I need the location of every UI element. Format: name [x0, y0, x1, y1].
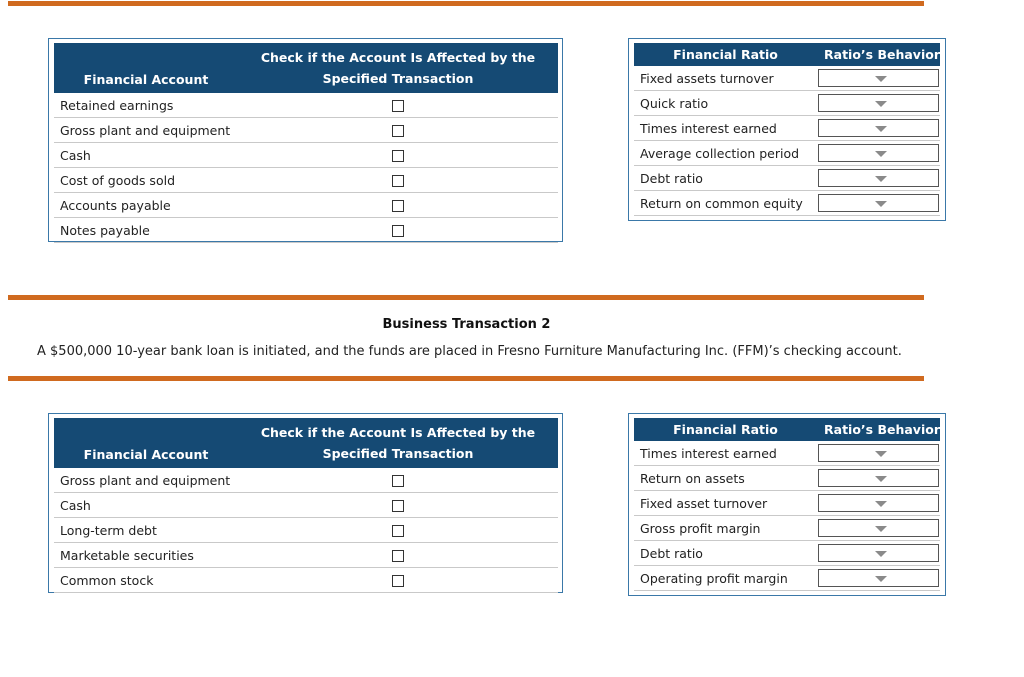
check-header-line1: Check if the Account Is Affected by the — [260, 425, 536, 440]
account-name: Cash — [54, 143, 238, 168]
account-name: Gross plant and equipment — [54, 118, 238, 143]
ratio-behavior-dropdown[interactable] — [818, 94, 939, 112]
ratio-name: Operating profit margin — [634, 566, 817, 591]
table-row — [54, 168, 558, 193]
check-cell — [238, 93, 558, 118]
check-cell — [238, 168, 558, 193]
select-cell — [817, 491, 940, 516]
transaction-divider-bottom — [8, 376, 924, 381]
table-row — [54, 118, 558, 143]
dropdown-arrow-icon — [875, 551, 887, 557]
table-row — [634, 116, 940, 141]
select-cell — [817, 166, 940, 191]
dropdown-arrow-icon — [875, 576, 887, 582]
ratio-name: Return on common equity — [634, 191, 817, 216]
account-name: Gross plant and equipment — [54, 468, 238, 493]
check-cell — [238, 118, 558, 143]
account-checkbox[interactable] — [392, 100, 404, 112]
ratio-behavior-dropdown[interactable] — [818, 569, 939, 587]
table-row — [634, 91, 940, 116]
account-name: Notes payable — [54, 218, 238, 243]
account-checkbox[interactable] — [392, 200, 404, 212]
table-row — [634, 441, 940, 466]
ratio-behavior-dropdown[interactable] — [818, 544, 939, 562]
check-column-header — [238, 43, 558, 93]
ratio-behavior-dropdown[interactable] — [818, 169, 939, 187]
check-cell — [238, 543, 558, 568]
select-cell — [817, 516, 940, 541]
transaction-description: A $500,000 10-year bank loan is initiated, and the funds are placed in Fresno Furniture Manufacturing Inc. (FFM)’s checking account. — [37, 344, 902, 359]
account-checkbox[interactable] — [392, 175, 404, 187]
account-name: Cost of goods sold — [54, 168, 238, 193]
dropdown-arrow-icon — [875, 501, 887, 507]
account-name: Accounts payable — [54, 193, 238, 218]
ratio-name: Fixed assets turnover — [634, 66, 817, 91]
table-row — [634, 466, 940, 491]
ratio-name: Times interest earned — [634, 116, 817, 141]
account-checkbox[interactable] — [392, 500, 404, 512]
account-checkbox[interactable] — [392, 125, 404, 137]
check-cell — [238, 143, 558, 168]
dropdown-arrow-icon — [875, 76, 887, 82]
ratio-name: Return on assets — [634, 466, 817, 491]
section2-ratios-panel — [628, 413, 946, 596]
account-checkbox[interactable] — [392, 575, 404, 587]
ratio-name: Quick ratio — [634, 91, 817, 116]
select-cell — [817, 66, 940, 91]
ratio-name: Fixed asset turnover — [634, 491, 817, 516]
ratio-name: Times interest earned — [634, 441, 817, 466]
select-cell — [817, 91, 940, 116]
section2-accounts-table — [54, 418, 558, 593]
top-divider — [8, 1, 924, 6]
account-checkbox[interactable] — [392, 475, 404, 487]
section1-accounts-table — [54, 43, 558, 243]
table-row — [54, 543, 558, 568]
table-row — [634, 141, 940, 166]
table-row — [54, 93, 558, 118]
select-cell — [817, 566, 940, 591]
ratio-behavior-dropdown[interactable] — [818, 119, 939, 137]
behavior-column-header: Ratio’s Behavior — [817, 43, 940, 66]
select-cell — [817, 466, 940, 491]
ratio-name: Average collection period — [634, 141, 817, 166]
account-checkbox[interactable] — [392, 550, 404, 562]
dropdown-arrow-icon — [875, 476, 887, 482]
dropdown-arrow-icon — [875, 451, 887, 457]
ratio-behavior-dropdown[interactable] — [818, 519, 939, 537]
account-checkbox[interactable] — [392, 150, 404, 162]
ratio-name: Gross profit margin — [634, 516, 817, 541]
account-column-header: Financial Account — [54, 43, 238, 93]
ratio-column-header: Financial Ratio — [634, 418, 817, 441]
table-row — [54, 468, 558, 493]
account-name: Marketable securities — [54, 543, 238, 568]
ratio-behavior-dropdown[interactable] — [818, 494, 939, 512]
table-row — [634, 166, 940, 191]
account-name: Long-term debt — [54, 518, 238, 543]
section1-ratios-table — [634, 43, 940, 216]
select-cell — [817, 116, 940, 141]
table-row — [634, 541, 940, 566]
check-header-line2: Specified Transaction — [322, 71, 474, 86]
behavior-column-header: Ratio’s Behavior — [817, 418, 940, 441]
account-checkbox[interactable] — [392, 525, 404, 537]
account-checkbox[interactable] — [392, 225, 404, 237]
account-name: Cash — [54, 493, 238, 518]
section1-accounts-panel — [48, 38, 563, 242]
account-name: Retained earnings — [54, 93, 238, 118]
check-header-line2: Specified Transaction — [322, 446, 474, 461]
ratio-behavior-dropdown[interactable] — [818, 469, 939, 487]
table-row — [634, 191, 940, 216]
check-cell — [238, 518, 558, 543]
transaction-title: Business Transaction 2 — [382, 317, 551, 332]
select-cell — [817, 441, 940, 466]
table-row — [54, 568, 558, 593]
section2-accounts-panel — [48, 413, 563, 593]
dropdown-arrow-icon — [875, 151, 887, 157]
ratio-behavior-dropdown[interactable] — [818, 69, 939, 87]
table-row — [54, 493, 558, 518]
check-cell — [238, 218, 558, 243]
section2-ratios-table — [634, 418, 940, 591]
table-row — [54, 143, 558, 168]
check-cell — [238, 568, 558, 593]
select-cell — [817, 191, 940, 216]
select-cell — [817, 141, 940, 166]
ratio-column-header: Financial Ratio — [634, 43, 817, 66]
check-header-line1: Check if the Account Is Affected by the — [260, 50, 536, 65]
ratio-behavior-dropdown[interactable] — [818, 444, 939, 462]
account-name: Common stock — [54, 568, 238, 593]
ratio-name: Debt ratio — [634, 166, 817, 191]
table-row — [634, 491, 940, 516]
dropdown-arrow-icon — [875, 526, 887, 532]
table-row — [54, 193, 558, 218]
check-cell — [238, 493, 558, 518]
ratio-behavior-dropdown[interactable] — [818, 194, 939, 212]
ratio-name: Debt ratio — [634, 541, 817, 566]
dropdown-arrow-icon — [875, 101, 887, 107]
transaction-divider-top — [8, 295, 924, 300]
check-cell — [238, 193, 558, 218]
dropdown-arrow-icon — [875, 126, 887, 132]
table-row — [54, 218, 558, 243]
table-row — [634, 516, 940, 541]
table-row — [634, 566, 940, 591]
account-column-header: Financial Account — [54, 418, 238, 468]
check-column-header — [238, 418, 558, 468]
select-cell — [817, 541, 940, 566]
table-row — [634, 66, 940, 91]
check-cell — [238, 468, 558, 493]
section1-ratios-panel — [628, 38, 946, 221]
table-row — [54, 518, 558, 543]
dropdown-arrow-icon — [875, 201, 887, 207]
ratio-behavior-dropdown[interactable] — [818, 144, 939, 162]
dropdown-arrow-icon — [875, 176, 887, 182]
